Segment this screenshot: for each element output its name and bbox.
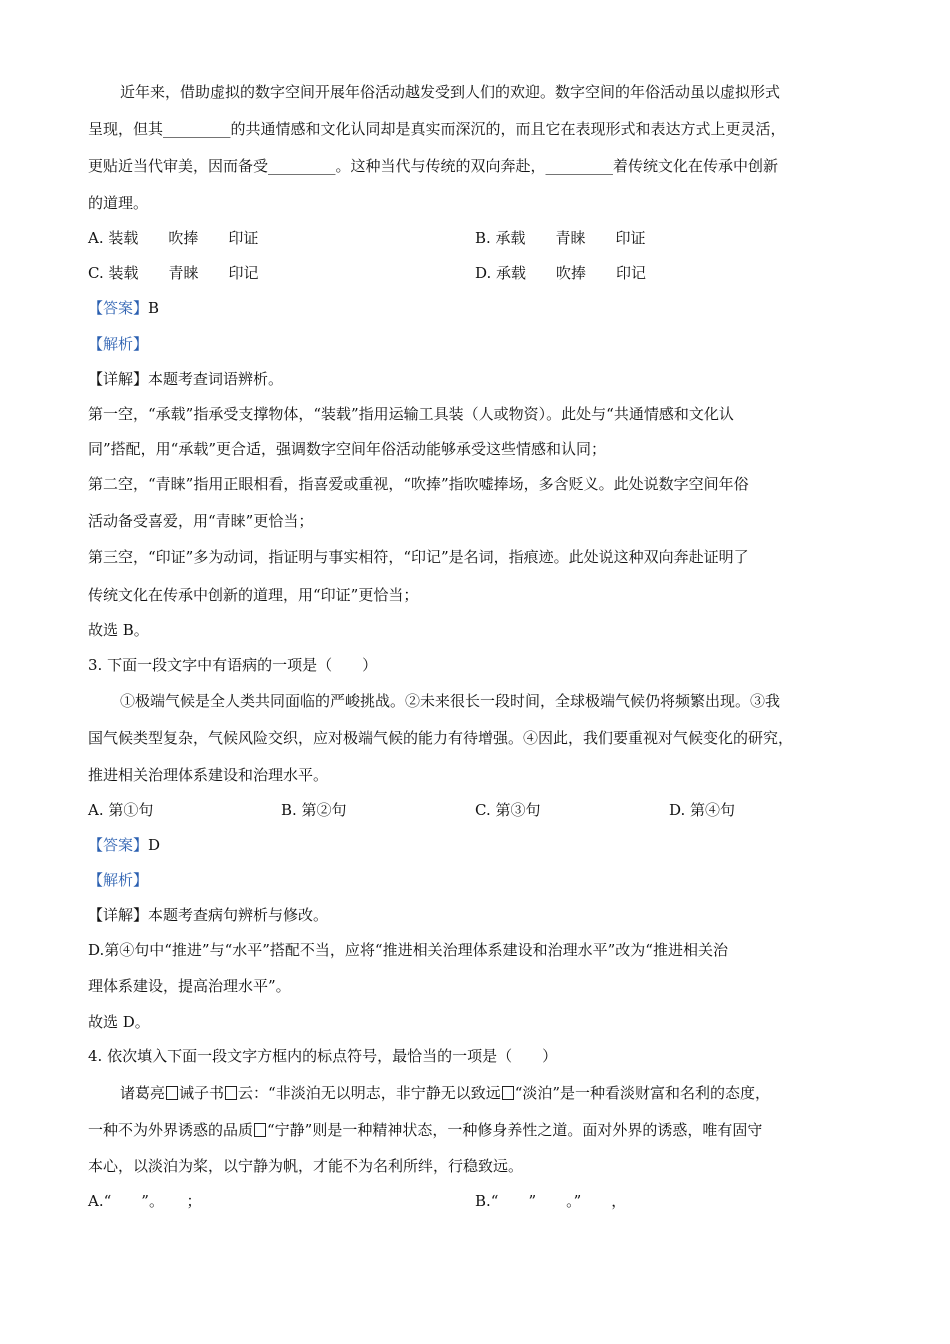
q2-explain-line-5: 第三空，“印证”多为动词，指证明与事实相符，“印记”是名词，指痕迹。此处说这种双向奔赴证明了 (88, 548, 749, 566)
q3-answer-tag: 【答案】 (88, 836, 149, 854)
q2-analysis-tag: 【解析】 (88, 335, 149, 353)
q3-analysis-tag: 【解析】 (88, 871, 149, 889)
q2-stem-line-4: 的道理。 (88, 194, 149, 212)
q4-option-a: A.“ ”。 ； (88, 1192, 202, 1210)
q2-option-c: C. 装载 青睐 印记 (88, 264, 259, 282)
q2-explain-line-4: 活动备受喜爱，用“青睐”更恰当； (88, 512, 314, 530)
q4-stem-text: 云：“非淡泊无以明志，非宁静无以致远 (238, 1084, 501, 1102)
punctuation-box (166, 1086, 178, 1100)
q3-stem-line-2: 国气候类型复杂，气候风险交织，应对极端气候的能力有待增强。④因此，我们要重视对气候变化的研究， (88, 729, 794, 747)
q3-option-d: D. 第④句 (669, 801, 736, 819)
q4-stem-text: 诸葛亮 (120, 1084, 166, 1102)
q3-answer-value: D (148, 836, 161, 854)
q3-explain-line-1: D.第④句中“推进”与“水平”搭配不当，应将“推进相关治理体系建设和治理水平”改为“推进相关治 (88, 941, 728, 959)
punctuation-box (225, 1086, 237, 1100)
q2-answer (88, 297, 159, 319)
q3-detail: 【详解】本题考查病句辨析与修改。 (88, 906, 329, 924)
q2-explain-line-2: 同”搭配，用“承载”更合适，强调数字空间年俗活动能够承受这些情感和认同； (88, 440, 607, 458)
q3-option-a: A. 第①句 (88, 801, 154, 819)
q2-stem-line-1: 近年来，借助虚拟的数字空间开展年俗活动越发受到人们的欢迎。数字空间的年俗活动虽以虚拟形式 (120, 83, 781, 101)
q3-answer (88, 834, 160, 856)
q2-detail: 【详解】本题考查词语辨析。 (88, 370, 284, 388)
q2-answer-value: B (148, 299, 160, 317)
q4-title: 4. 依次填入下面一段文字方框内的标点符号，最恰当的一项是（ ） (88, 1047, 558, 1065)
q2-explain-line-3: 第二空，“青睐”指用正眼相看，指喜爱或重视，“吹捧”指吹嘘捧场，多含贬义。此处说数字空间年俗 (88, 475, 749, 493)
q3-option-c: C. 第③句 (475, 801, 541, 819)
q4-stem-text: “淡泊”是一种看淡财富和名利的态度， (514, 1084, 771, 1102)
q2-answer-tag: 【答案】 (88, 299, 149, 317)
q4-stem-text: 诫子书 (179, 1084, 225, 1102)
q4-stem-line-1 (120, 1082, 770, 1104)
q2-explain-line-1: 第一空，“承载”指承受支撑物体，“装载”指用运输工具装（人或物资）。此处与“共通情感和文化认 (88, 405, 734, 423)
q3-stem-line-1: ①极端气候是全人类共同面临的严峻挑战。②未来很长一段时间，全球极端气候仍将频繁出现。③我 (120, 692, 781, 710)
q2-option-a: A. 装载 吹捧 印证 (88, 229, 259, 247)
q3-stem-line-3: 推进相关治理体系建设和治理水平。 (88, 766, 329, 784)
q3-explain-line-2: 理体系建设，提高治理水平”。 (88, 977, 291, 995)
punctuation-box (254, 1123, 266, 1137)
q2-stem-line-2: 呈现，但其_________的共通情感和文化认同却是真实而深沉的，而且它在表现形式和表达方式上更灵活， (88, 120, 786, 138)
q4-stem-line-2 (88, 1119, 762, 1141)
q4-stem-text: 一种不为外界诱惑的品质 (88, 1121, 254, 1139)
q2-option-d: D. 承载 吹捧 印记 (475, 264, 647, 282)
q2-explain-line-6: 传统文化在传承中创新的道理，用“印证”更恰当； (88, 586, 419, 604)
q2-explain-line-7: 故选 B。 (88, 621, 149, 639)
q2-stem-line-3: 更贴近当代审美，因而备受_________。这种当代与传统的双向奔赴，_________着传统文化在传承中创新 (88, 157, 779, 175)
q4-option-b: B.“ ” 。” ， (475, 1192, 627, 1210)
q3-title: 3. 下面一段文字中有语病的一项是（ ） (88, 656, 378, 674)
punctuation-box (502, 1086, 514, 1100)
q2-option-b: B. 承载 青睐 印证 (475, 229, 646, 247)
q4-stem-text: “宁静”则是一种精神状态，一种修身养性之道。面对外界的诱惑，唯有固守 (267, 1121, 763, 1139)
q3-explain-line-3: 故选 D。 (88, 1013, 150, 1031)
q4-stem-line-3: 本心，以淡泊为桨，以宁静为帆，才能不为名利所绊，行稳致远。 (88, 1157, 524, 1175)
q3-option-b: B. 第②句 (281, 801, 347, 819)
